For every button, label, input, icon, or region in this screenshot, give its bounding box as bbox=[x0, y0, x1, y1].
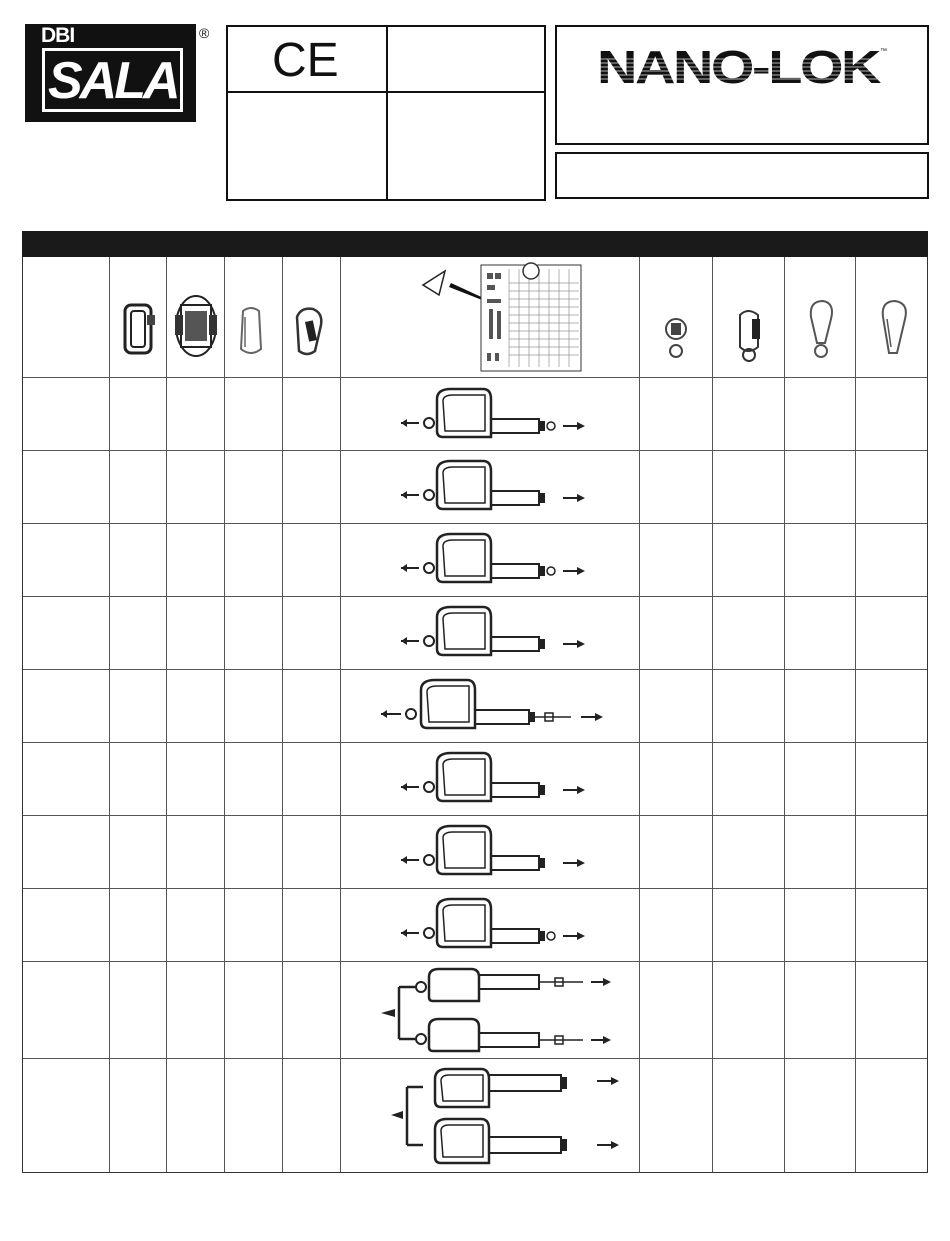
single-nano-lok-extended-icon bbox=[375, 676, 615, 736]
ce-mark-icon bbox=[268, 33, 348, 83]
divider bbox=[23, 742, 927, 743]
divider bbox=[639, 257, 640, 1172]
divider bbox=[340, 257, 341, 1172]
single-nano-lok-icon bbox=[395, 749, 595, 807]
divider bbox=[712, 257, 713, 1172]
certification-box bbox=[226, 25, 546, 201]
nano-lok-logo bbox=[597, 41, 887, 91]
swivel-snap-hook-icon bbox=[661, 313, 691, 361]
divider bbox=[23, 815, 927, 816]
twin-leg-connector-icon bbox=[173, 293, 219, 359]
divider bbox=[23, 669, 927, 670]
logo-dbi-text: DBI bbox=[41, 24, 75, 47]
twin-nano-lok-icon bbox=[375, 965, 625, 1055]
divider bbox=[23, 1058, 927, 1059]
divider bbox=[23, 377, 927, 378]
divider bbox=[166, 257, 167, 1172]
compatibility-table bbox=[22, 257, 928, 1173]
trademark: ™ bbox=[880, 48, 887, 55]
divider bbox=[23, 961, 927, 962]
divider bbox=[784, 257, 785, 1172]
single-nano-lok-icon bbox=[395, 895, 595, 953]
single-nano-lok-icon bbox=[395, 457, 595, 515]
steel-carabiner-icon bbox=[235, 305, 267, 357]
logo-frame bbox=[42, 48, 183, 112]
product-logo-box bbox=[555, 25, 929, 145]
ce-mark-text: CE bbox=[272, 34, 339, 83]
twin-nano-lok-icon bbox=[375, 1067, 625, 1171]
divider bbox=[855, 257, 856, 1172]
divider bbox=[224, 257, 225, 1172]
divider bbox=[23, 450, 927, 451]
table-header-bar bbox=[22, 231, 928, 257]
single-nano-lok-icon bbox=[395, 530, 595, 588]
single-nano-lok-icon bbox=[395, 385, 595, 443]
registered-mark: ® bbox=[199, 25, 210, 41]
compatibility-chart-icon bbox=[409, 259, 589, 375]
single-nano-lok-icon bbox=[395, 822, 595, 880]
logo-sala-text: SALA bbox=[48, 52, 178, 110]
aluminum-snap-hook-icon bbox=[803, 297, 839, 361]
dbi-sala-logo bbox=[25, 24, 196, 122]
divider bbox=[282, 257, 283, 1172]
rebar-hook-icon bbox=[121, 301, 157, 357]
divider bbox=[23, 523, 927, 524]
twist-lock-carabiner-icon bbox=[732, 307, 766, 363]
product-subtitle-box bbox=[555, 152, 929, 199]
locking-carabiner-icon bbox=[291, 305, 327, 359]
large-carabiner-icon bbox=[873, 297, 913, 361]
single-nano-lok-icon bbox=[395, 603, 595, 661]
divider bbox=[23, 596, 927, 597]
divider bbox=[109, 257, 110, 1172]
divider bbox=[386, 27, 388, 199]
divider bbox=[228, 91, 544, 93]
divider bbox=[23, 888, 927, 889]
nano-lok-logo-text: NANO-LOK bbox=[597, 41, 882, 91]
